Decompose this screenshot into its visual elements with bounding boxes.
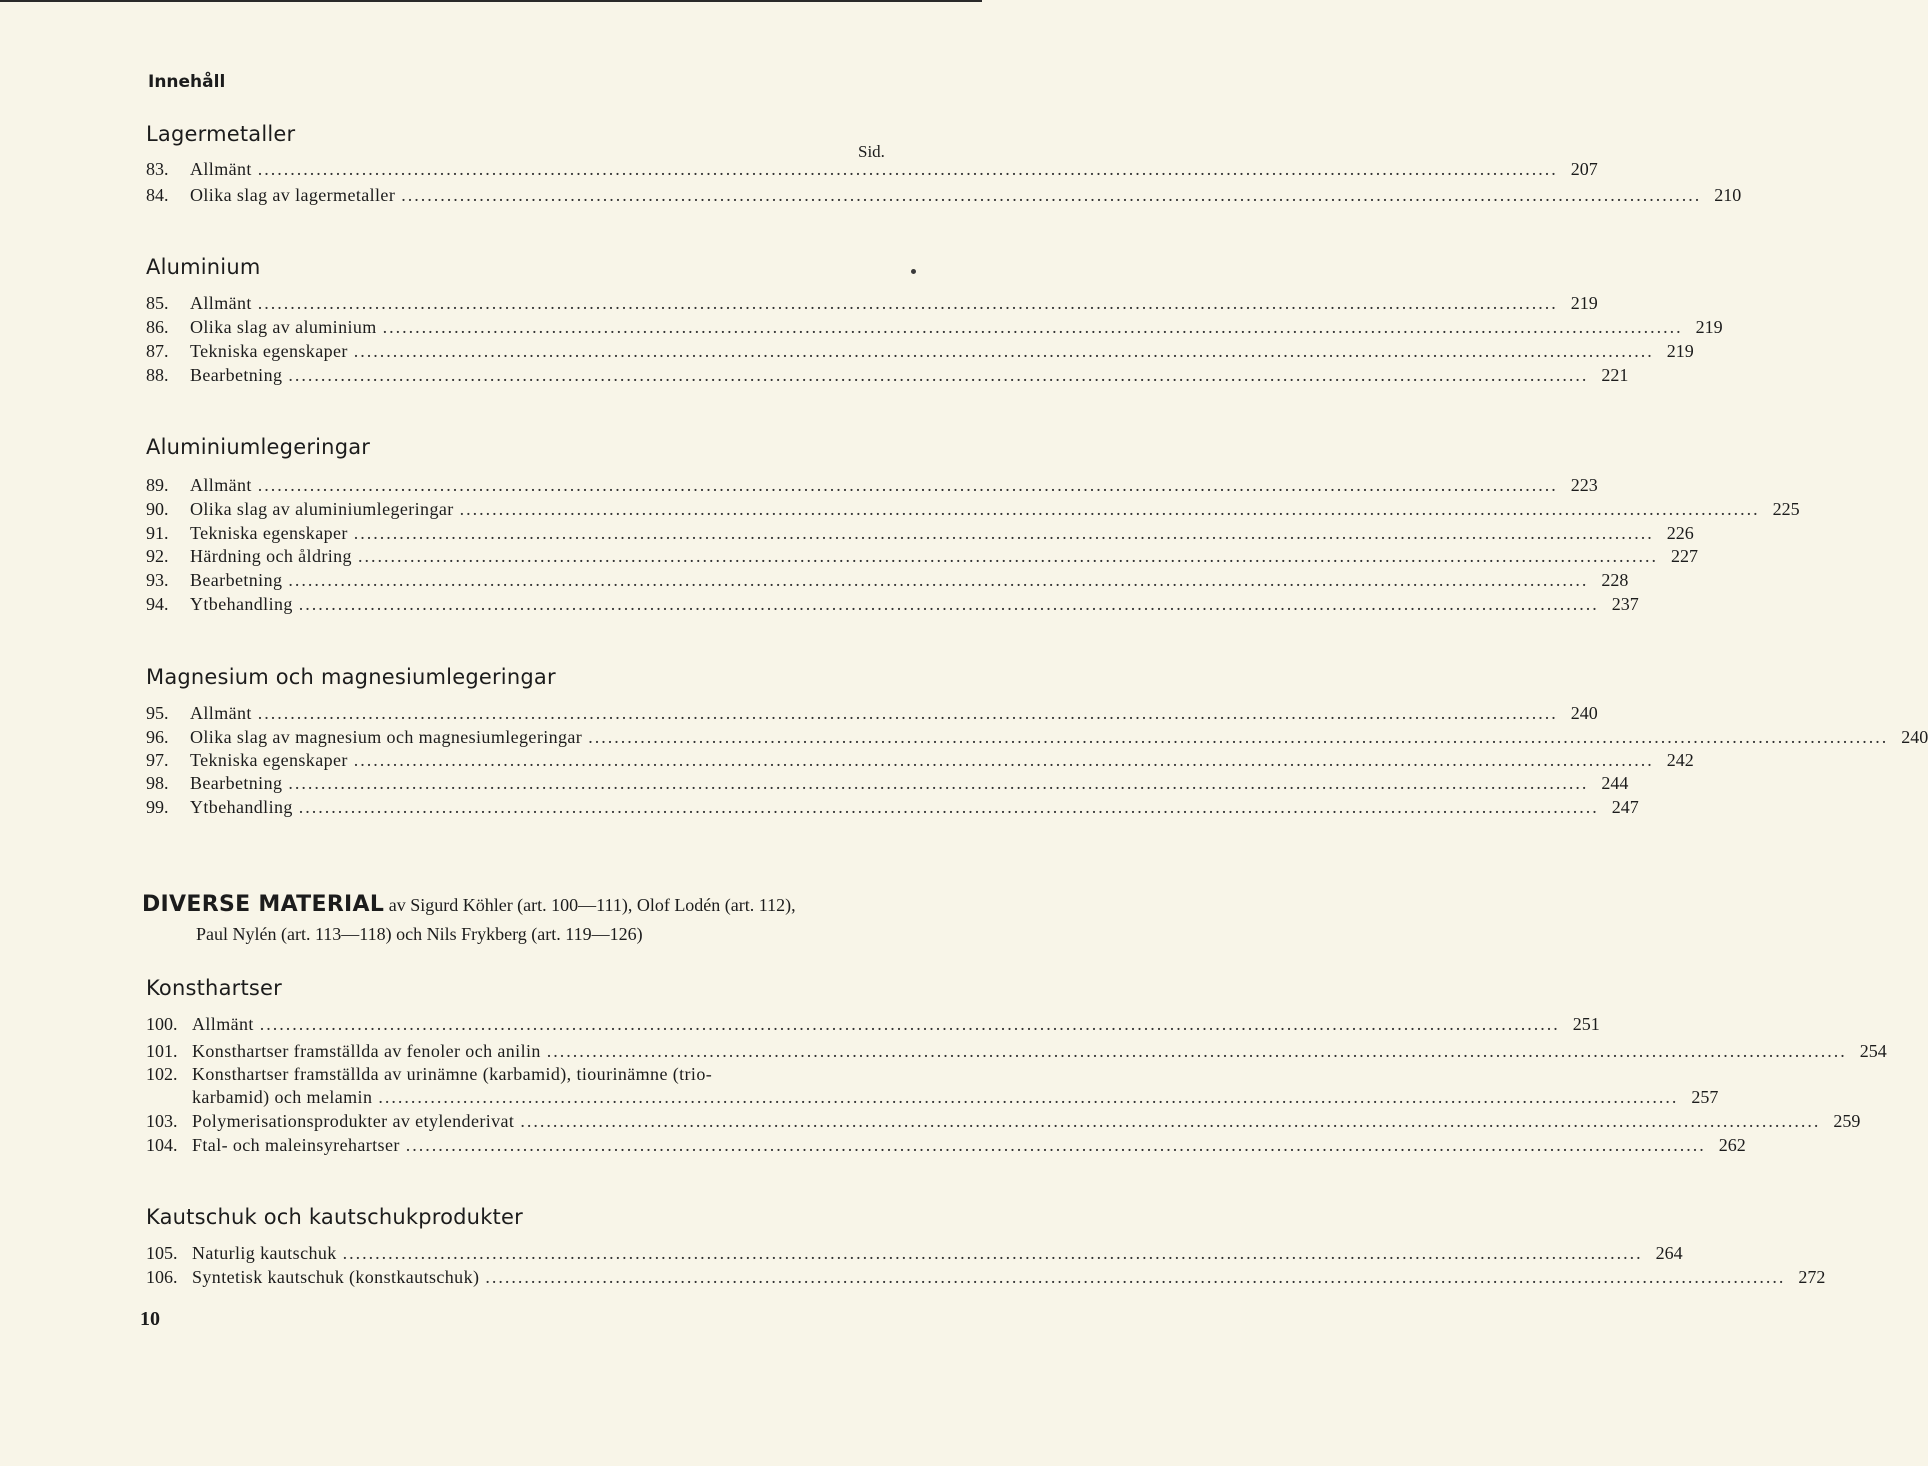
toc-entry-multiline[interactable] xyxy=(146,1063,886,1086)
entry-number: 87. xyxy=(146,341,169,361)
entry-number: 100. xyxy=(146,1014,178,1034)
toc-entry[interactable] xyxy=(146,726,1928,749)
entry-number: 95. xyxy=(146,703,169,723)
entry-title: Syntetisk kautschuk (konstkautschuk) xyxy=(192,1267,480,1287)
toc-entry[interactable] xyxy=(146,316,1723,339)
section-title: Magnesium och magnesiumlegeringar xyxy=(146,665,556,689)
section-title: Lagermetaller xyxy=(146,122,296,146)
toc-entry-continuation[interactable] xyxy=(146,1086,1719,1109)
entry-page: 247 xyxy=(1611,797,1639,817)
leader-dots: ........................................................................................................................................................................................................ xyxy=(257,703,1558,723)
entry-number: 91. xyxy=(146,523,169,543)
entry-title-continuation: karbamid) och melamin xyxy=(192,1087,373,1107)
entry-number: 105. xyxy=(146,1243,178,1263)
leader-dots: ........................................................................................................................................................................................................ xyxy=(288,365,1589,385)
leader-dots: ........................................................................................................................................................................................................ xyxy=(342,1243,1643,1263)
leader-dots: ........................................................................................................................................................................................................ xyxy=(257,159,1558,179)
entry-number: 83. xyxy=(146,159,169,179)
entry-page: 257 xyxy=(1691,1087,1719,1107)
toc-entry[interactable] xyxy=(146,1013,1600,1036)
diverse-authors-line1: av Sigurd Köhler (art. 100—111), Olof Lodén (art. 112), xyxy=(388,895,796,915)
toc-entry[interactable] xyxy=(146,796,1639,819)
toc-entry[interactable] xyxy=(146,1242,1683,1265)
entry-page: 237 xyxy=(1611,594,1639,614)
entry-page: 242 xyxy=(1666,750,1694,770)
entry-number: 99. xyxy=(146,797,169,817)
leader-dots: ........................................................................................................................................................................................................ xyxy=(378,1087,1679,1107)
leader-dots: ........................................................................................................................................................................................................ xyxy=(405,1135,1706,1155)
leader-dots: ........................................................................................................................................................................................................ xyxy=(259,1014,1560,1034)
entry-title: Polymerisationsprodukter av etylenderivat xyxy=(192,1111,515,1131)
section-title: Aluminiumlegeringar xyxy=(146,435,371,459)
leader-dots: ........................................................................................................................................................................................................ xyxy=(485,1267,1786,1287)
leader-dots: ........................................................................................................................................................................................................ xyxy=(353,750,1654,770)
entry-number: 96. xyxy=(146,727,169,747)
leader-dots: ........................................................................................................................................................................................................ xyxy=(459,499,1760,519)
entry-title: Härdning och åldring xyxy=(190,546,352,566)
entry-title: Bearbetning xyxy=(190,365,283,385)
toc-entry[interactable] xyxy=(146,772,1629,795)
entry-title: Tekniska egenskaper xyxy=(190,341,348,361)
toc-entry[interactable] xyxy=(146,545,1698,568)
entry-page: 240 xyxy=(1570,703,1598,723)
toc-entry[interactable] xyxy=(146,292,1598,315)
entry-title: Olika slag av magnesium och magnesiumlegeringar xyxy=(190,727,583,747)
entry-page: 223 xyxy=(1570,475,1598,495)
entry-title: Naturlig kautschuk xyxy=(192,1243,337,1263)
diverse-heading xyxy=(142,892,902,917)
entry-title: Ytbehandling xyxy=(190,594,293,614)
leader-dots: ........................................................................................................................................................................................................ xyxy=(546,1041,1847,1061)
toc-entry[interactable] xyxy=(146,474,1598,497)
toc-entry[interactable] xyxy=(146,184,1742,207)
entry-number: 106. xyxy=(146,1267,178,1287)
entry-number: 92. xyxy=(146,546,169,566)
toc-entry[interactable] xyxy=(146,158,1598,181)
entry-page: 219 xyxy=(1695,317,1723,337)
entry-page: 240 xyxy=(1901,727,1928,747)
entry-number: 94. xyxy=(146,594,169,614)
entry-number: 98. xyxy=(146,773,169,793)
toc-entry[interactable] xyxy=(146,702,1598,725)
toc-entry[interactable] xyxy=(146,1134,1746,1157)
entry-page: 251 xyxy=(1572,1014,1600,1034)
entry-title: Olika slag av lagermetaller xyxy=(190,185,396,205)
entry-page: 219 xyxy=(1570,293,1598,313)
entry-number: 97. xyxy=(146,750,169,770)
entry-title: Olika slag av aluminium xyxy=(190,317,377,337)
toc-entry[interactable] xyxy=(146,1110,1861,1133)
leader-dots: ........................................................................................................................................................................................................ xyxy=(257,293,1558,313)
entry-number: 89. xyxy=(146,475,169,495)
leader-dots: ........................................................................................................................................................................................................ xyxy=(382,317,1683,337)
entry-title: Konsthartser framställda av urinämne (karbamid), tiourinämne (trio- xyxy=(192,1064,713,1084)
leader-dots: ........................................................................................................................................................................................................ xyxy=(298,797,1599,817)
leader-dots: ........................................................................................................................................................................................................ xyxy=(298,594,1599,614)
entry-title: Bearbetning xyxy=(190,570,283,590)
toc-entry[interactable] xyxy=(146,1266,1826,1289)
entry-title: Allmänt xyxy=(190,159,252,179)
entry-page: 219 xyxy=(1666,341,1694,361)
page-column-label: Sid. xyxy=(858,142,885,161)
toc-entry[interactable] xyxy=(146,364,1629,387)
section-title: Konsthartser xyxy=(146,976,282,1000)
entry-page: 226 xyxy=(1666,523,1694,543)
entry-title: Allmänt xyxy=(190,293,252,313)
leader-dots: ........................................................................................................................................................................................................ xyxy=(520,1111,1821,1131)
entry-title: Allmänt xyxy=(192,1014,254,1034)
entry-title: Olika slag av aluminiumlegeringar xyxy=(190,499,454,519)
leader-dots: ........................................................................................................................................................................................................ xyxy=(353,523,1654,543)
toc-entry[interactable] xyxy=(146,569,1629,592)
leader-dots: ........................................................................................................................................................................................................ xyxy=(357,546,1658,566)
entry-page: 228 xyxy=(1601,570,1629,590)
page-number: 10 xyxy=(140,1308,160,1330)
entry-title: Ftal- och maleinsyrehartser xyxy=(192,1135,400,1155)
entry-number: 102. xyxy=(146,1064,178,1084)
ink-speck xyxy=(911,269,916,274)
entry-number: 86. xyxy=(146,317,169,337)
section-title: Aluminium xyxy=(146,255,261,279)
toc-entry[interactable] xyxy=(146,749,1694,772)
entry-page: 262 xyxy=(1718,1135,1746,1155)
entry-number: 93. xyxy=(146,570,169,590)
entry-number: 104. xyxy=(146,1135,178,1155)
entry-page: 225 xyxy=(1772,499,1800,519)
entry-page: 221 xyxy=(1601,365,1629,385)
entry-number: 84. xyxy=(146,185,169,205)
entry-page: 272 xyxy=(1798,1267,1826,1287)
entry-page: 254 xyxy=(1859,1041,1887,1061)
entry-number: 85. xyxy=(146,293,169,313)
entry-title: Ytbehandling xyxy=(190,797,293,817)
entry-title: Allmänt xyxy=(190,475,252,495)
leader-dots: ........................................................................................................................................................................................................ xyxy=(288,773,1589,793)
leader-dots: ........................................................................................................................................................................................................ xyxy=(353,341,1654,361)
leader-dots: ........................................................................................................................................................................................................ xyxy=(288,570,1589,590)
entry-number: 90. xyxy=(146,499,169,519)
toc-entry[interactable] xyxy=(146,340,1694,363)
entry-title: Bearbetning xyxy=(190,773,283,793)
diverse-authors-line2: Paul Nylén (art. 113—118) och Nils Frykberg (art. 119—126) xyxy=(196,924,643,944)
entry-number: 88. xyxy=(146,365,169,385)
entry-page: 259 xyxy=(1833,1111,1861,1131)
leader-dots: ........................................................................................................................................................................................................ xyxy=(588,727,1889,747)
page-header: Innehåll xyxy=(148,72,226,92)
entry-page: 227 xyxy=(1670,546,1698,566)
entry-title: Tekniska egenskaper xyxy=(190,750,348,770)
entry-title: Allmänt xyxy=(190,703,252,723)
toc-entry[interactable] xyxy=(146,522,1694,545)
entry-title: Tekniska egenskaper xyxy=(190,523,348,543)
entry-number: 103. xyxy=(146,1111,178,1131)
entry-page: 244 xyxy=(1601,773,1629,793)
entry-page: 210 xyxy=(1714,185,1742,205)
entry-page: 207 xyxy=(1570,159,1598,179)
section-title: Kautschuk och kautschukprodukter xyxy=(146,1205,523,1229)
diverse-title: DIVERSE MATERIAL xyxy=(142,892,385,917)
toc-entry[interactable] xyxy=(146,1040,1887,1063)
leader-dots: ........................................................................................................................................................................................................ xyxy=(401,185,1702,205)
entry-number: 101. xyxy=(146,1041,178,1061)
leader-dots: ........................................................................................................................................................................................................ xyxy=(257,475,1558,495)
toc-entry[interactable] xyxy=(146,498,1800,521)
entry-title: Konsthartser framställda av fenoler och anilin xyxy=(192,1041,541,1061)
toc-entry[interactable] xyxy=(146,593,1639,616)
entry-page: 264 xyxy=(1655,1243,1683,1263)
